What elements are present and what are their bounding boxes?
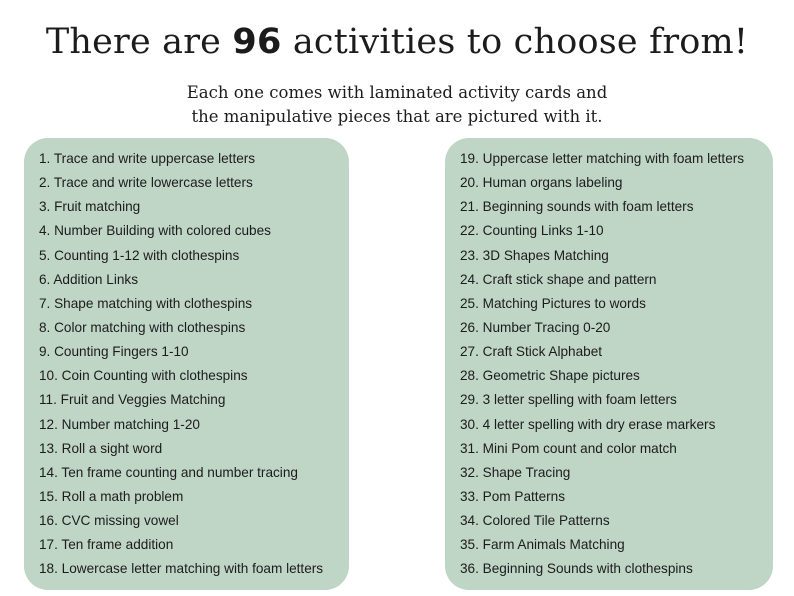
- activity-item: 33. Pom Patterns: [460, 488, 566, 504]
- activity-item: 9. Counting Fingers 1-10: [39, 344, 189, 360]
- activity-item: 10. Coin Counting with clothespins: [39, 368, 248, 384]
- activity-item: 11. Fruit and Veggies Matching: [39, 392, 226, 408]
- activity-item: 18. Lowercase letter matching with foam letters: [39, 561, 324, 577]
- activity-item: 2. Trace and write lowercase letters: [39, 175, 253, 191]
- activity-item: 3. Fruit matching: [39, 199, 141, 215]
- activity-item: 31. Mini Pom count and color match: [460, 440, 677, 456]
- page-title: [0, 14, 794, 70]
- activity-item: 30. 4 letter spelling with dry erase markers: [460, 416, 716, 432]
- activity-item: 16. CVC missing vowel: [39, 513, 179, 529]
- activity-item: 17. Ten frame addition: [39, 537, 174, 553]
- activity-item: 21. Beginning sounds with foam letters: [460, 199, 694, 215]
- activity-item: 14. Ten frame counting and number tracing: [39, 464, 298, 480]
- activity-item: 26. Number Tracing 0-20: [460, 319, 611, 335]
- title-suffix: activities to choose from!: [281, 22, 749, 62]
- activity-item: 22. Counting Links 1-10: [460, 223, 604, 239]
- activity-item: 1. Trace and write uppercase letters: [39, 151, 256, 166]
- activity-item: 29. 3 letter spelling with foam letters: [460, 392, 677, 408]
- activity-panel-left: [24, 138, 349, 590]
- subtitle-line-1: Each one comes with laminated activity cards and: [186, 83, 608, 102]
- activity-panel-right: [445, 138, 773, 590]
- activity-item: 32. Shape Tracing: [460, 464, 571, 480]
- activity-item: 27. Craft Stick Alphabet: [460, 344, 603, 360]
- activity-item: 7. Shape matching with clothespins: [39, 295, 253, 311]
- activity-item: 34. Colored Tile Patterns: [460, 513, 610, 529]
- activity-item: 23. 3D Shapes Matching: [460, 247, 609, 263]
- activity-item: 13. Roll a sight word: [39, 440, 163, 456]
- activity-item: 36. Beginning Sounds with clothespins: [460, 561, 693, 577]
- title-prefix: There are: [45, 22, 233, 62]
- activity-list-right: [460, 147, 773, 582]
- activity-item: 35. Farm Animals Matching: [460, 537, 625, 553]
- activity-item: 12. Number matching 1-20: [39, 416, 200, 432]
- activity-item: 28. Geometric Shape pictures: [460, 368, 640, 384]
- activity-item: 15. Roll a math problem: [39, 488, 184, 504]
- activity-item: 20. Human organs labeling: [460, 175, 623, 191]
- activity-item: 19. Uppercase letter matching with foam letters: [460, 151, 745, 166]
- activity-list-left: [39, 147, 349, 582]
- subtitle: [0, 81, 794, 129]
- activity-count: 96: [232, 22, 282, 62]
- subtitle-line-2: the manipulative pieces that are pictured with it.: [191, 107, 603, 126]
- activity-item: 24. Craft stick shape and pattern: [460, 271, 657, 287]
- activity-item: 6. Addition Links: [39, 271, 138, 287]
- activity-item: 8. Color matching with clothespins: [39, 319, 246, 335]
- activity-item: 5. Counting 1-12 with clothespins: [39, 247, 240, 263]
- activity-item: 25. Matching Pictures to words: [460, 295, 646, 311]
- activity-item: 4. Number Building with colored cubes: [39, 223, 271, 239]
